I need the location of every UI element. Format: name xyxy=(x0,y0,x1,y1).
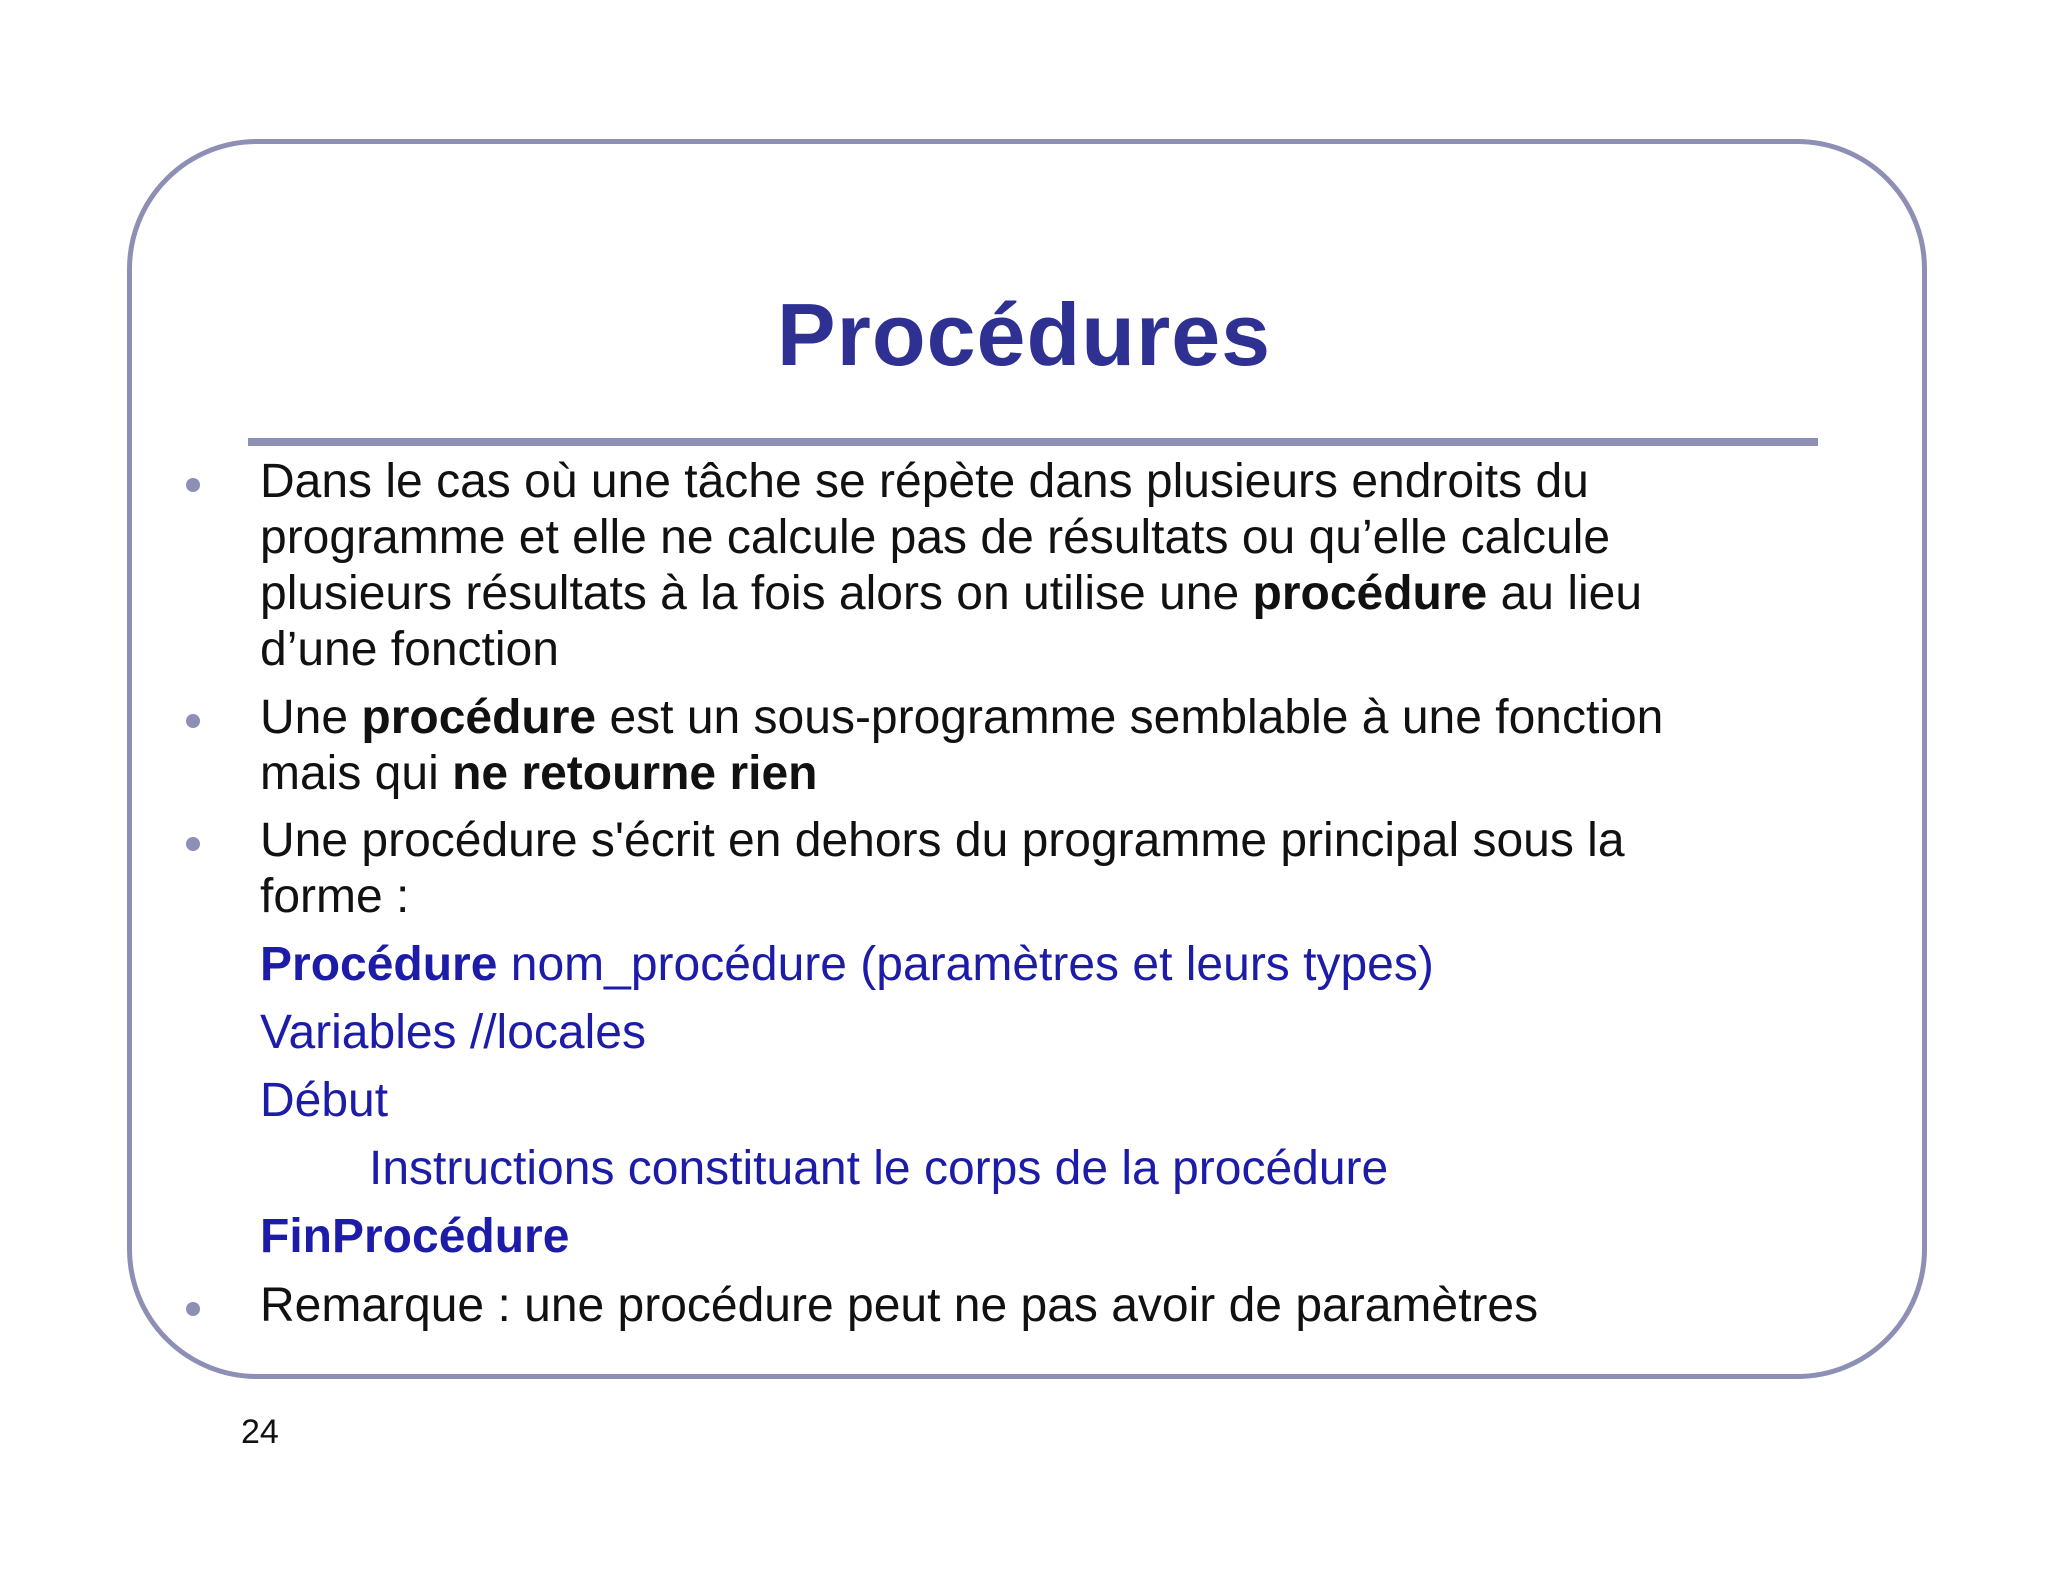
bullet-1-line-3-post: au lieu xyxy=(1487,567,1643,620)
bullet-dot-4 xyxy=(186,1302,200,1316)
syntax-end xyxy=(260,1209,569,1265)
bullet-1-line-4: d’une fonction xyxy=(260,623,559,676)
bullet-text-1 xyxy=(260,454,1860,678)
syntax-keyword-procedure: Procédure xyxy=(260,938,498,991)
bullet-dot-1 xyxy=(186,478,200,492)
syntax-keyword-end: FinProcédure xyxy=(260,1210,570,1263)
syntax-debut: Début xyxy=(260,1074,389,1127)
slide-title: Procédures xyxy=(776,285,1272,384)
bullet-text-2 xyxy=(260,690,1860,802)
page-number: 24 xyxy=(241,1413,279,1451)
bullet-dot-3 xyxy=(186,837,200,851)
bullet-2-line-1-post: est un sous-programme semblable à une fonction xyxy=(596,691,1664,744)
syntax-signature: nom_procédure (paramètres et leurs types) xyxy=(497,938,1434,991)
bullet-1-line-3-pre: plusieurs résultats à la fois alors on utilise une xyxy=(260,567,1253,620)
bullet-1-line-3-bold: procédure xyxy=(1252,567,1488,620)
bullet-dot-2 xyxy=(186,714,200,728)
bullet-2-line-1-pre: Une xyxy=(260,691,362,744)
bullet-text-3 xyxy=(260,813,1860,925)
bullet-1-line-1: Dans le cas où une tâche se répète dans plusieurs endroits du xyxy=(260,455,1589,508)
bullet-2-line-2-pre: mais qui xyxy=(260,747,453,800)
bullet-2-line-2-bold: ne retourne rien xyxy=(452,747,818,800)
bullet-2-line-1-bold: procédure xyxy=(361,691,597,744)
bullet-4-line-1: Remarque : une procédure peut ne pas avoir de paramètres xyxy=(260,1279,1539,1332)
bullet-3-line-2: forme : xyxy=(260,870,410,923)
bullet-text-4 xyxy=(260,1278,1860,1334)
bullet-1-line-3 xyxy=(260,566,1860,622)
syntax-body: Instructions constituant le corps de la procédure xyxy=(369,1142,1389,1195)
bullet-3-line-1: Une procédure s'écrit en dehors du programme principal sous la xyxy=(260,814,1625,867)
bullet-2-line-1 xyxy=(260,690,1860,746)
bullet-1-line-2: programme et elle ne calcule pas de résultats ou qu’elle calcule xyxy=(260,511,1611,564)
title-divider xyxy=(248,438,1818,446)
syntax-header xyxy=(260,937,1434,993)
bullet-2-line-2 xyxy=(260,746,1860,802)
syntax-variables: Variables //locales xyxy=(260,1006,646,1059)
